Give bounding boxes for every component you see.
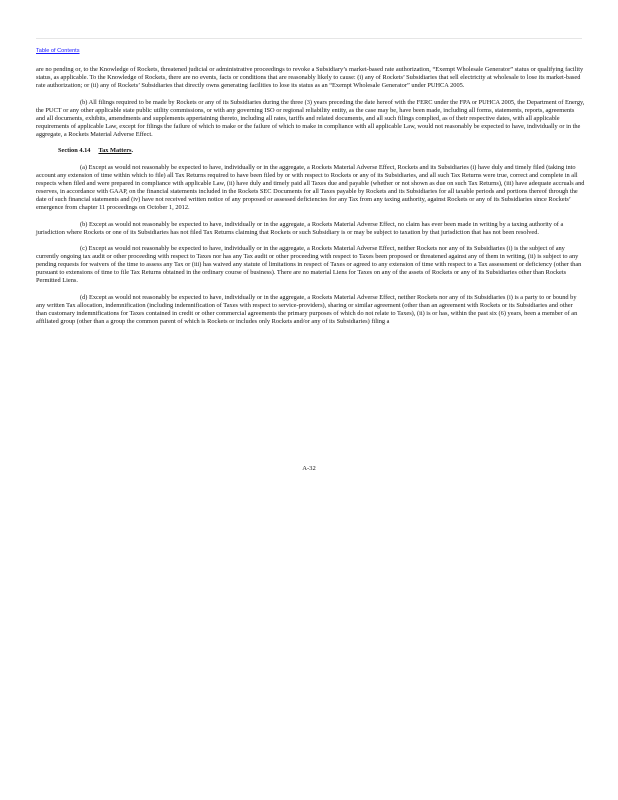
page-number: A-32 xyxy=(302,465,316,472)
section-heading xyxy=(36,147,585,155)
document-body xyxy=(36,66,585,335)
paragraph-tax-c: (c) Except as would not reasonably be expected to have, individually or in the aggregate, a Rockets Material Adverse Effect, neither Rockets nor any of its Subsidiaries (i) is the subject of any currently ongoing tax audit or other proceeding with respect to Taxes nor has any Tax audit or other proceeding with respect to Taxes been proposed or threatened against any of them in writing, (ii) is subject to any pending requests for waivers of the time to assess any Tax or (iii) has waived any statute of limitations in respect of Taxes or agreed to any extension of time with respect to a Tax assessment or deficiency (other than pursuant to extensions of time to file Tax Returns obtained in the ordinary course of business). There are no material Liens for Taxes on any of the assets of Rockets or any of its Subsidiaries other than Rockets Permitted Liens. xyxy=(36,245,582,285)
paragraph-tax-a: (a) Except as would not reasonably be expected to have, individually or in the aggregate, a Rockets Material Adverse Effect, Rockets and its Subsidiaries (i) have duly and timely filed (taking into account any extension of time within which to file) all Tax Returns required to have been filed by or with respect to Rockets or any of its Subsidiaries, and all such Tax Returns were true, correct and complete in all respects when filed and were prepared in compliance with applicable Law, (ii) have duly and timely paid all Taxes due and payable (whether or not shown as due on such Tax Returns), (iii) have adequate accruals and reserves, in accordance with GAAP, on the financial statements included in the Rockets SEC Documents for all Taxes payable by Rockets and its Subsidiaries for all taxable periods and portions thereof through the date of such financial statements and (iv) have not received written notice of any proposed or assessed deficiencies for any Tax from any taxing authority, against Rockets or any of its Subsidiaries since Rockets’ emergence from chapter 11 proceedings on October 1, 2012. xyxy=(36,163,585,212)
paragraph-tax-d: (d) Except as would not reasonably be expected to have, individually or in the aggregate, a Rockets Material Adverse Effect, neither Rockets nor any of its Subsidiaries (i) is a party to or bound by any written Tax allocation, indemnification (including indemnification of Taxes with respect to service-providers), sharing or similar agreement (other than an agreement with Rockets or its Subsidiaries and other than customary indemnifications for Taxes contained in credit or other commercial agreements the primary purposes of which do not relate to Taxes), (ii) is or has, within the past six (6) years, been a member of an affiliated group (other than a group the common parent of which is Rockets or includes only Rockets and/or any of its Subsidiaries) filing a xyxy=(36,293,578,326)
section-number: Section 4.14 xyxy=(58,147,91,155)
section-title: Tax Matters xyxy=(98,147,132,155)
header-divider xyxy=(36,38,582,39)
table-of-contents-link[interactable]: Table of Contents xyxy=(36,48,80,54)
paragraph-continuation: are no pending or, to the Knowledge of Rockets, threatened judicial or administrative proceedings to revoke a Subsidiary’s market-based rate authorization, “Exempt Wholesale Generator” status or qualifying facility status, as applicable. To the Knowledge of Rockets, there are no events, facts or conditions that are reasonably likely to cause: (i) any of Rockets’ Subsidiaries that sell electricity at wholesale to lose its market-based rate authorization; or (ii) any of Rockets’ Subsidiaries that directly owns generating facilities to lose its status as an “Exempt Wholesale Generator” under PUHCA 2005. xyxy=(36,66,584,90)
paragraph-tax-b: (b) Except as would not reasonably be expected to have, individually or in the aggregate, a Rockets Material Adverse Effect, no claim has ever been made in writing by a taxing authority of a jurisdiction where Rockets or one of its Subsidiaries has not filed Tax Returns claiming that Rockets or such Subsidiary is or may be subject to taxation by that jurisdiction that has not been resolved. xyxy=(36,220,564,236)
paragraph-filings-b: (b) All filings required to be made by Rockets or any of its Subsidiaries during the three (3) years preceding the date hereof with the FERC under the FPA or PUHCA 2005, the Department of Energy, the PUCT or any other applicable state public utility commissions, or with any governing ISO or regional reliability entity, as the case may be, have been made, including all forms, statements, reports, agreements and all documents, exhibits, amendments and supplements appertaining thereto, including all rates, tariffs and related documents, and all such filings complied, as of their respective dates, with all applicable requirements of applicable Law, except for filings the failure of which to make or the failure of which to make in compliance with all applicable Law, would not reasonably be expected to have, individually or in the aggregate, a Rockets Material Adverse Effect. xyxy=(36,98,585,138)
section-title-suffix: . xyxy=(131,147,134,155)
